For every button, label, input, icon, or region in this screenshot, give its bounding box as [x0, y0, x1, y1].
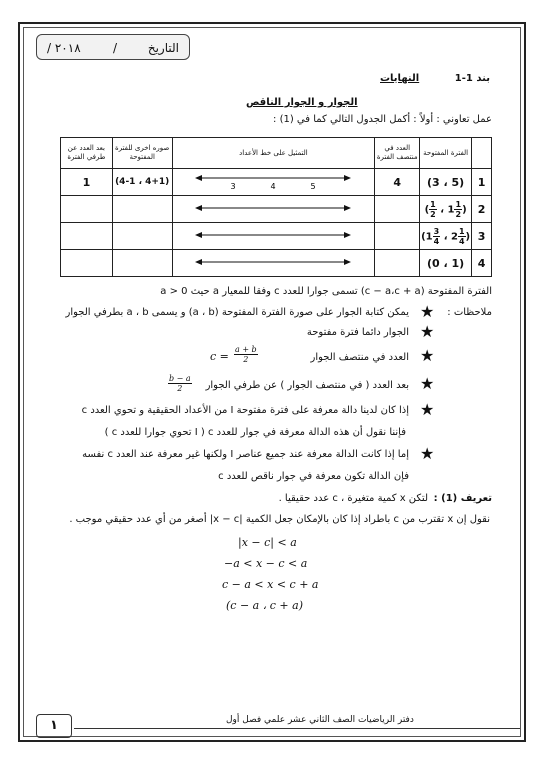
row2-numberline[interactable]: [172, 196, 375, 223]
row1-tick-b: 4: [270, 181, 276, 191]
note-3-denominator: 2: [243, 355, 249, 364]
table-row: [61, 196, 492, 223]
equation-1: |x − c| < a: [238, 536, 297, 549]
row4-numberline-svg: [193, 255, 353, 269]
note-4-denominator: 2: [177, 384, 183, 393]
definition-text: لتكن x كمية متغيرة ، c عدد حقيقيا .: [278, 493, 428, 504]
row3-midpoint[interactable]: [375, 223, 420, 250]
row4-arrow-left: [195, 259, 202, 265]
header-distance: بعد العدد عن طرفي الفترة: [61, 138, 113, 169]
row3-other-form[interactable]: [112, 223, 172, 250]
date-label: التاريخ: [147, 41, 179, 55]
row4-numberline[interactable]: [172, 250, 375, 277]
header-num: [472, 138, 492, 169]
note-2: الجوار دائما فترة مفتوحة: [306, 327, 409, 338]
note-3-fraction: [234, 345, 258, 364]
footer-caption: دفتر الرياضيات الصف الثاني عشر علمي فصل أول: [226, 715, 414, 725]
notes-label: ملاحظات :: [447, 307, 492, 318]
row1-arrow-right: [344, 175, 351, 181]
row4-arrow-right: [344, 259, 351, 265]
star-icon: ★: [420, 302, 435, 321]
row1-number: 1: [472, 169, 492, 196]
equation-3: c − a < x < c + a: [222, 578, 319, 591]
header-numberline: التمثيل على خط الأعداد: [172, 138, 375, 169]
neighborhood-definition: الفترة المفتوحة (c − a،c + a) تسمى جوارا للعدد c وفقا للمعيار a حيث a > 0: [160, 286, 492, 297]
note-3-numerator: a + b: [235, 345, 257, 354]
table-header-row: [61, 138, 492, 169]
date-separator: /: [113, 41, 118, 55]
note-5-continued: فإننا نقول أن هذه الدالة معرفة في جوار للعدد c ( I تحوي جوارا للعدد c ): [104, 427, 406, 438]
note-4-fraction: [168, 374, 192, 393]
row2-arrow-right: [344, 205, 351, 211]
row3-frac-b: $\frac{1}{4}$: [458, 226, 465, 246]
row2-numberline-svg: [193, 201, 353, 215]
note-4-numerator: b − a: [169, 374, 191, 383]
row3-numberline[interactable]: [172, 223, 375, 250]
exercise-intro: عمل تعاوني : أولاً : أكمل الجدول التالي كما في (1) :: [273, 114, 492, 125]
note-4-text: بعد العدد ( في منتصف الجوار ) عن طرفي الجوار: [205, 380, 409, 391]
page-number: ١: [36, 714, 72, 738]
row2-arrow-left: [195, 205, 202, 211]
equation-2: −a < x − c < a: [224, 557, 308, 570]
definition-text-2: نقول إن x تقترب من c باطراد إذا كان بالإمكان جعل الكمية |x − c| أصغر من أي عدد حقيقي موجب .: [69, 514, 490, 525]
row2-b-whole: 1: [447, 204, 455, 215]
header-other-form: صوره اخرى للفترة المفتوحة: [112, 138, 172, 169]
row1-tick-a: 3: [230, 181, 236, 191]
row4-other-form[interactable]: [112, 250, 172, 277]
row1-tick-c: 5: [310, 181, 316, 191]
row3-arrow-right: [344, 232, 351, 238]
definition-label: تعريف (1) :: [433, 493, 492, 504]
equation-4: (c − a ، c + a): [226, 599, 303, 612]
row3-arrow-left: [195, 232, 202, 238]
subsection-title: الجوار و الجوار الناقص: [246, 97, 358, 108]
row2-paren-right: ): [462, 204, 467, 215]
date-year: / ٢٠١٨: [47, 41, 81, 55]
note-6: إما إذا كانت الدالة معرفة عند جميع عناصر I ولكنها غير معرفة عند العدد c نفسه: [82, 449, 409, 460]
star-icon: ★: [420, 322, 435, 341]
row2-interval: [420, 196, 472, 223]
row2-sep: ،: [440, 204, 445, 215]
row2-other-form[interactable]: [112, 196, 172, 223]
row1-interval: (3 ، 5): [420, 169, 472, 196]
row2-midpoint[interactable]: [375, 196, 420, 223]
row3-b-whole: 2: [451, 231, 458, 242]
row1-other-form: (4-1 ، 4+1): [112, 169, 172, 196]
row3-numberline-svg: [193, 228, 353, 242]
note-5: إذا كان لدينا دالة معرفة على فترة مفتوحة I من الأعداد الحقيقية و تحوي العدد c: [81, 405, 409, 416]
note-1: يمكن كتابة الجوار على صورة الفترة المفتوحة (a ، b) و يسمى a ، b بطرفي الجوار: [65, 307, 409, 318]
footer-divider: [74, 728, 520, 729]
note-3-text: العدد في منتصف الجوار: [310, 352, 409, 363]
star-icon: ★: [420, 400, 435, 419]
row1-midpoint: 4: [375, 169, 420, 196]
row2-frac-b: $\frac{1}{2}$: [455, 199, 462, 219]
row3-distance[interactable]: [61, 223, 113, 250]
star-icon: ★: [420, 374, 435, 393]
row1-arrow-left: [195, 175, 202, 181]
row4-number: 4: [472, 250, 492, 277]
table-row: [61, 250, 492, 277]
section-title: النهايات: [380, 73, 420, 84]
header-interval: الفترة المفتوحة: [420, 138, 472, 169]
neighborhood-table: [60, 137, 492, 277]
row1-numberline-svg: [193, 171, 353, 191]
note-6-continued: فإن الدالة تكون معرفة في جوار ناقص للعدد c: [218, 471, 409, 482]
row4-midpoint[interactable]: [375, 250, 420, 277]
row3-interval: (1 $\frac{3}{4}$ ، 2 $\frac{1}{4}$ ): [420, 223, 472, 250]
note-3-lhs: c =: [210, 350, 229, 363]
row1-distance: 1: [61, 169, 113, 196]
row3-number: 3: [472, 223, 492, 250]
header-midpoint: العدد في منتصف الفترة: [375, 138, 420, 169]
row2-paren-left: (: [424, 204, 430, 215]
table-row: [61, 223, 492, 250]
star-icon: ★: [420, 346, 435, 365]
row1-numberline: [172, 169, 375, 196]
row2-frac-a: $\frac{1}{2}$: [430, 199, 436, 219]
row3-a-whole: 1: [425, 231, 433, 242]
row3-sep: ،: [443, 231, 448, 242]
row4-interval: (0 ، 1): [420, 250, 472, 277]
row2-number: 2: [472, 196, 492, 223]
row2-distance[interactable]: [61, 196, 113, 223]
section-number: بند 1-1: [454, 73, 490, 84]
row3-frac-a: $\frac{3}{4}$: [433, 226, 440, 246]
date-box: [36, 34, 190, 60]
table-row: [61, 169, 492, 196]
star-icon: ★: [420, 444, 435, 463]
row4-distance[interactable]: [61, 250, 113, 277]
